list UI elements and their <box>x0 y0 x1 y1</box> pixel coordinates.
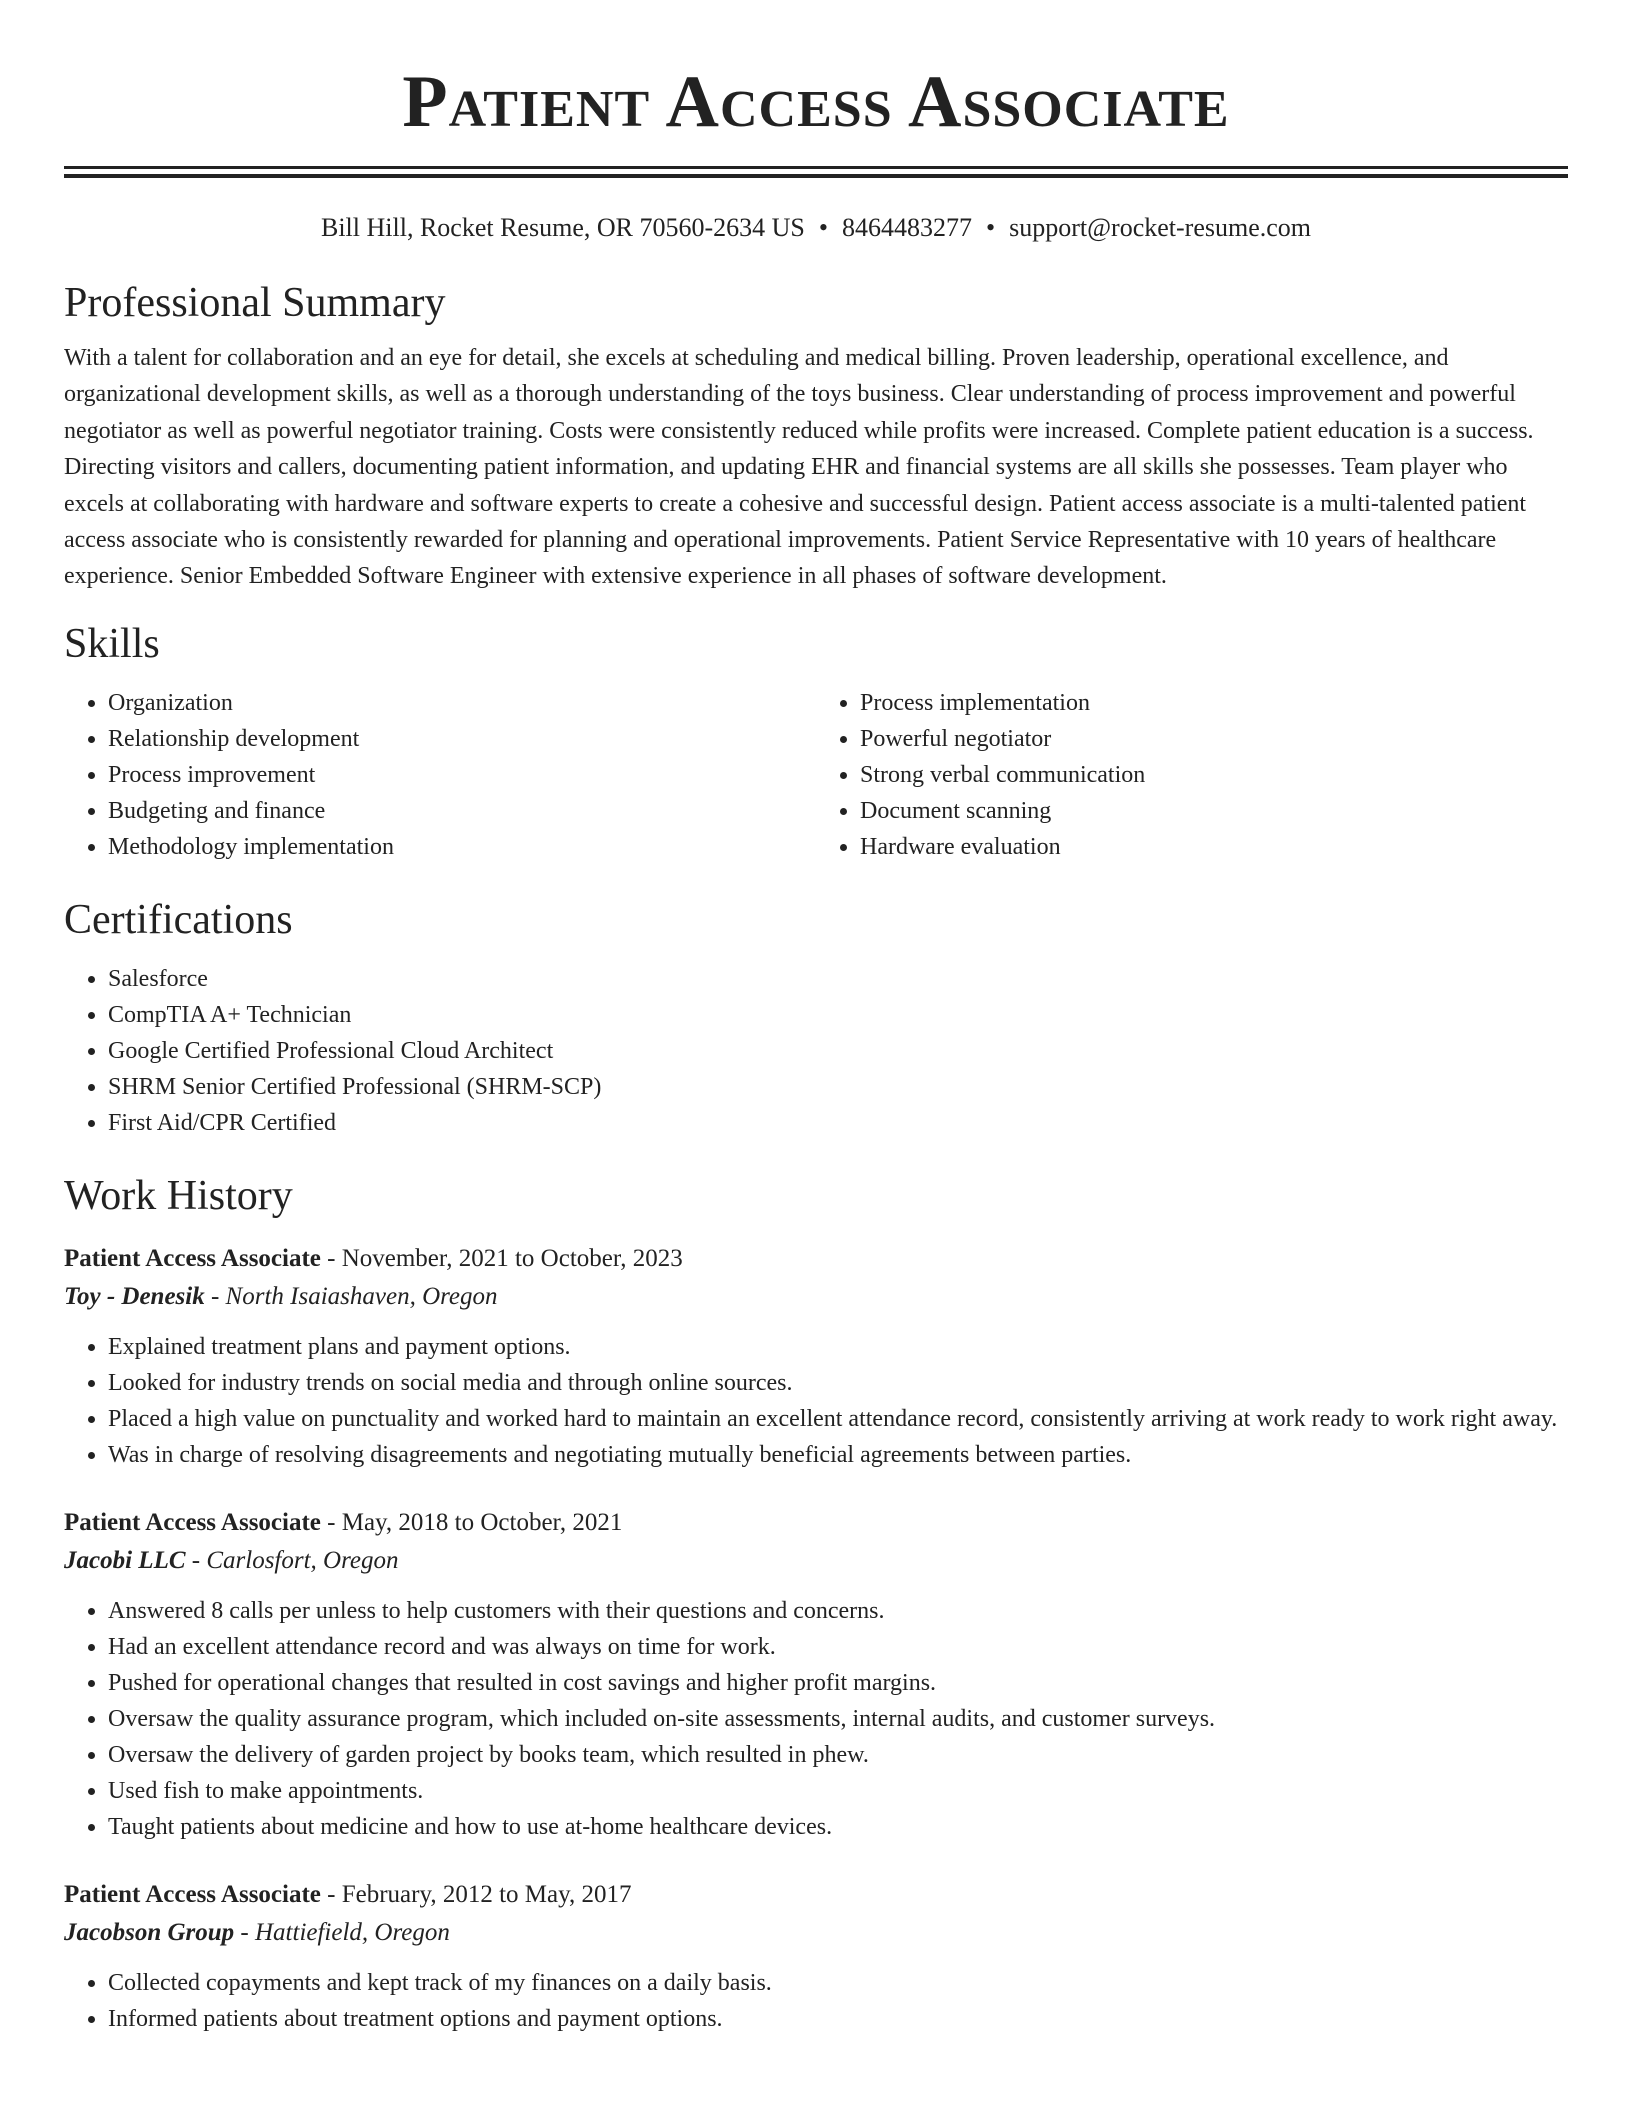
job-bullet-list <box>64 1965 1568 2037</box>
skill-item: • Budgeting and finance <box>108 793 816 829</box>
job-bullet: • Placed a high value on punctuality and worked hard to maintain an excellent attendance record, consistently arriving at work ready to work right away. <box>108 1401 1568 1437</box>
job-bullet: • Informed patients about treatment options and payment options. <box>108 2001 1568 2037</box>
skill-item: • Process implementation <box>860 685 1568 721</box>
certification-item: • CompTIA A+ Technician <box>108 997 1568 1033</box>
certification-item: • First Aid/CPR Certified <box>108 1105 1568 1141</box>
skill-item: • Document scanning <box>860 793 1568 829</box>
job-company-line <box>64 1541 1568 1581</box>
resume-title: Patient Access Associate <box>402 61 1230 143</box>
skills-heading: Skills <box>64 620 160 667</box>
resume-page <box>64 0 1568 2037</box>
job-bullet: • Looked for industry trends on social media and through online sources. <box>108 1365 1568 1401</box>
skill-item: • Strong verbal communication <box>860 757 1568 793</box>
skills-section <box>64 619 1568 865</box>
certification-item: • SHRM Senior Certified Professional (SHRM-SCP) <box>108 1069 1568 1105</box>
job-bullet: • Answered 8 calls per unless to help customers with their questions and concerns. <box>108 1593 1568 1629</box>
job-bullet: • Oversaw the delivery of garden project by books team, which resulted in phew. <box>108 1737 1568 1773</box>
summary-text: With a talent for collaboration and an eye for detail, she excels at scheduling and medical billing. Proven leadership, operational excellence, and organizational development skills, as well as a thorough understanding of the toys business. Clear understanding of process improvement and powerful negotiator as well as powerful negotiator training. Costs were consistently reduced while profits were increased. Complete patient education is a success. Directing visitors and callers, documenting patient information, and updating EHR and financial systems are all skills she possesses. Team player who excels at collaborating with hardware and software experts to create a cohesive and successful design. Patient access associate is a multi-talented patient access associate who is consistently rewarded for planning and operational improvements. Patient Service Representative with 10 years of healthcare experience. Senior Embedded Software Engineer with extensive experience in all phases of software development. <box>64 345 1534 590</box>
job-dates: - February, 2012 to May, 2017 <box>320 1880 632 1908</box>
job-company: Jacobi LLC <box>64 1546 186 1574</box>
job-entry <box>64 1241 1568 1473</box>
certifications-heading: Certifications <box>64 896 293 943</box>
skill-item: • Powerful negotiator <box>860 721 1568 757</box>
skill-item: • Hardware evaluation <box>860 829 1568 865</box>
job-location: - Carlosfort, Oregon <box>185 1546 399 1574</box>
job-company-line <box>64 1277 1568 1317</box>
contact-address: Bill Hill, Rocket Resume, OR 70560-2634 US <box>320 213 805 242</box>
job-company-line <box>64 1913 1568 1953</box>
job-entry <box>64 1505 1568 1845</box>
job-company: Jacobson Group <box>64 1918 235 1946</box>
skills-columns <box>64 685 1568 865</box>
skills-list-right <box>816 685 1568 865</box>
job-title-line <box>64 1241 1568 1277</box>
skill-item: • Relationship development <box>108 721 816 757</box>
job-bullet: • Pushed for operational changes that resulted in cost savings and higher profit margins. <box>108 1665 1568 1701</box>
title-divider-bottom <box>64 174 1568 178</box>
summary-section <box>64 278 1568 595</box>
work-history-section <box>64 1171 1568 2037</box>
job-location: - Hattiefield, Oregon <box>234 1918 450 1946</box>
work-history-heading: Work History <box>64 1172 293 1219</box>
job-title: Patient Access Associate <box>64 1244 321 1272</box>
summary-heading: Professional Summary <box>64 280 446 326</box>
skills-list-left <box>64 685 816 865</box>
certification-item: • Google Certified Professional Cloud Architect <box>108 1033 1568 1069</box>
job-bullet-list <box>64 1593 1568 1845</box>
job-company: Toy - Denesik <box>64 1282 205 1310</box>
job-bullet: • Collected copayments and kept track of my finances on a daily basis. <box>108 1965 1568 2001</box>
job-dates: - November, 2021 to October, 2023 <box>320 1244 683 1272</box>
job-title: Patient Access Associate <box>64 1508 321 1536</box>
job-title-line <box>64 1877 1568 1913</box>
contact-email: support@rocket-resume.com <box>1009 213 1312 242</box>
certification-item: • Salesforce <box>108 961 1568 997</box>
job-location: - North Isaiashaven, Oregon <box>204 1282 498 1310</box>
contact-phone: 8464483277 <box>841 213 972 242</box>
job-bullet: • Had an excellent attendance record and was always on time for work. <box>108 1629 1568 1665</box>
job-bullet: • Oversaw the quality assurance program, which included on-site assessments, internal audits, and customer surveys. <box>108 1701 1568 1737</box>
job-bullet: • Was in charge of resolving disagreements and negotiating mutually beneficial agreements between parties. <box>108 1437 1568 1473</box>
job-bullet-list <box>64 1329 1568 1473</box>
skill-item: • Process improvement <box>108 757 816 793</box>
job-bullet: • Explained treatment plans and payment options. <box>108 1329 1568 1365</box>
title-divider-top <box>64 166 1568 169</box>
job-entry <box>64 1877 1568 2037</box>
job-bullet: • Taught patients about medicine and how to use at-home healthcare devices. <box>108 1809 1568 1845</box>
contact-separator: • <box>818 213 828 242</box>
job-dates: - May, 2018 to October, 2021 <box>320 1508 623 1536</box>
contact-line <box>64 210 1568 246</box>
contact-separator: • <box>985 213 996 242</box>
certifications-section <box>64 895 1568 1141</box>
certifications-list <box>64 961 1568 1141</box>
skill-item: • Organization <box>108 685 816 721</box>
skill-item: • Methodology implementation <box>108 829 816 865</box>
job-title-line <box>64 1505 1568 1541</box>
job-bullet: • Used fish to make appointments. <box>108 1773 1568 1809</box>
job-title: Patient Access Associate <box>64 1880 321 1908</box>
